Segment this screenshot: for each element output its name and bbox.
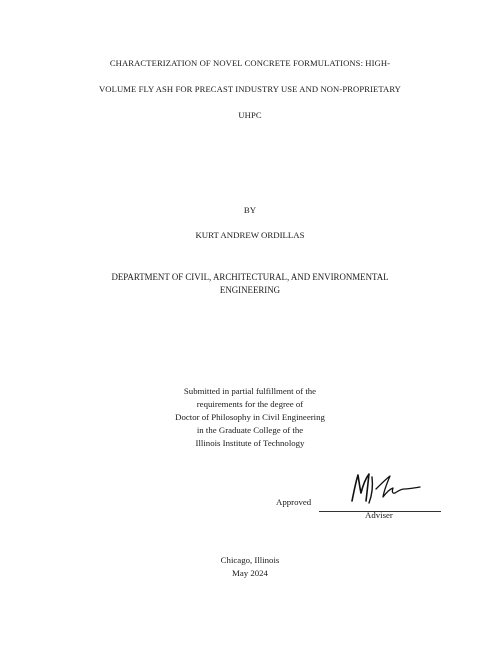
submission-line-3: Doctor of Philosophy in Civil Engineering: [175, 412, 325, 422]
by-label: BY: [243, 205, 257, 215]
author-name: KURT ANDREW ORDILLAS: [195, 230, 305, 240]
location: Chicago, Illinois: [220, 555, 280, 565]
submission-line-1: Submitted in partial fulfillment of the: [183, 386, 317, 396]
adviser-label: Adviser: [365, 510, 393, 520]
submission-line-2: requirements for the degree of: [196, 399, 304, 409]
date: May 2024: [232, 568, 268, 578]
submission-line-4: in the Graduate College of the: [196, 425, 304, 435]
department-line-1: DEPARTMENT OF CIVIL, ARCHITECTURAL, AND ENVIRONMENTAL: [111, 272, 389, 282]
title-line-1: CHARACTERIZATION OF NOVEL CONCRETE FORMULATIONS: HIGH-: [109, 58, 391, 68]
submission-line-5: Illinois Institute of Technology: [195, 438, 305, 448]
department-line-2: ENGINEERING: [219, 285, 281, 295]
title-line-3: UHPC: [238, 110, 262, 120]
adviser-signature: [346, 471, 422, 505]
title-line-2: VOLUME FLY ASH FOR PRECAST INDUSTRY USE AND NON-PROPRIETARY: [99, 84, 401, 94]
approved-label: Approved: [276, 497, 312, 507]
